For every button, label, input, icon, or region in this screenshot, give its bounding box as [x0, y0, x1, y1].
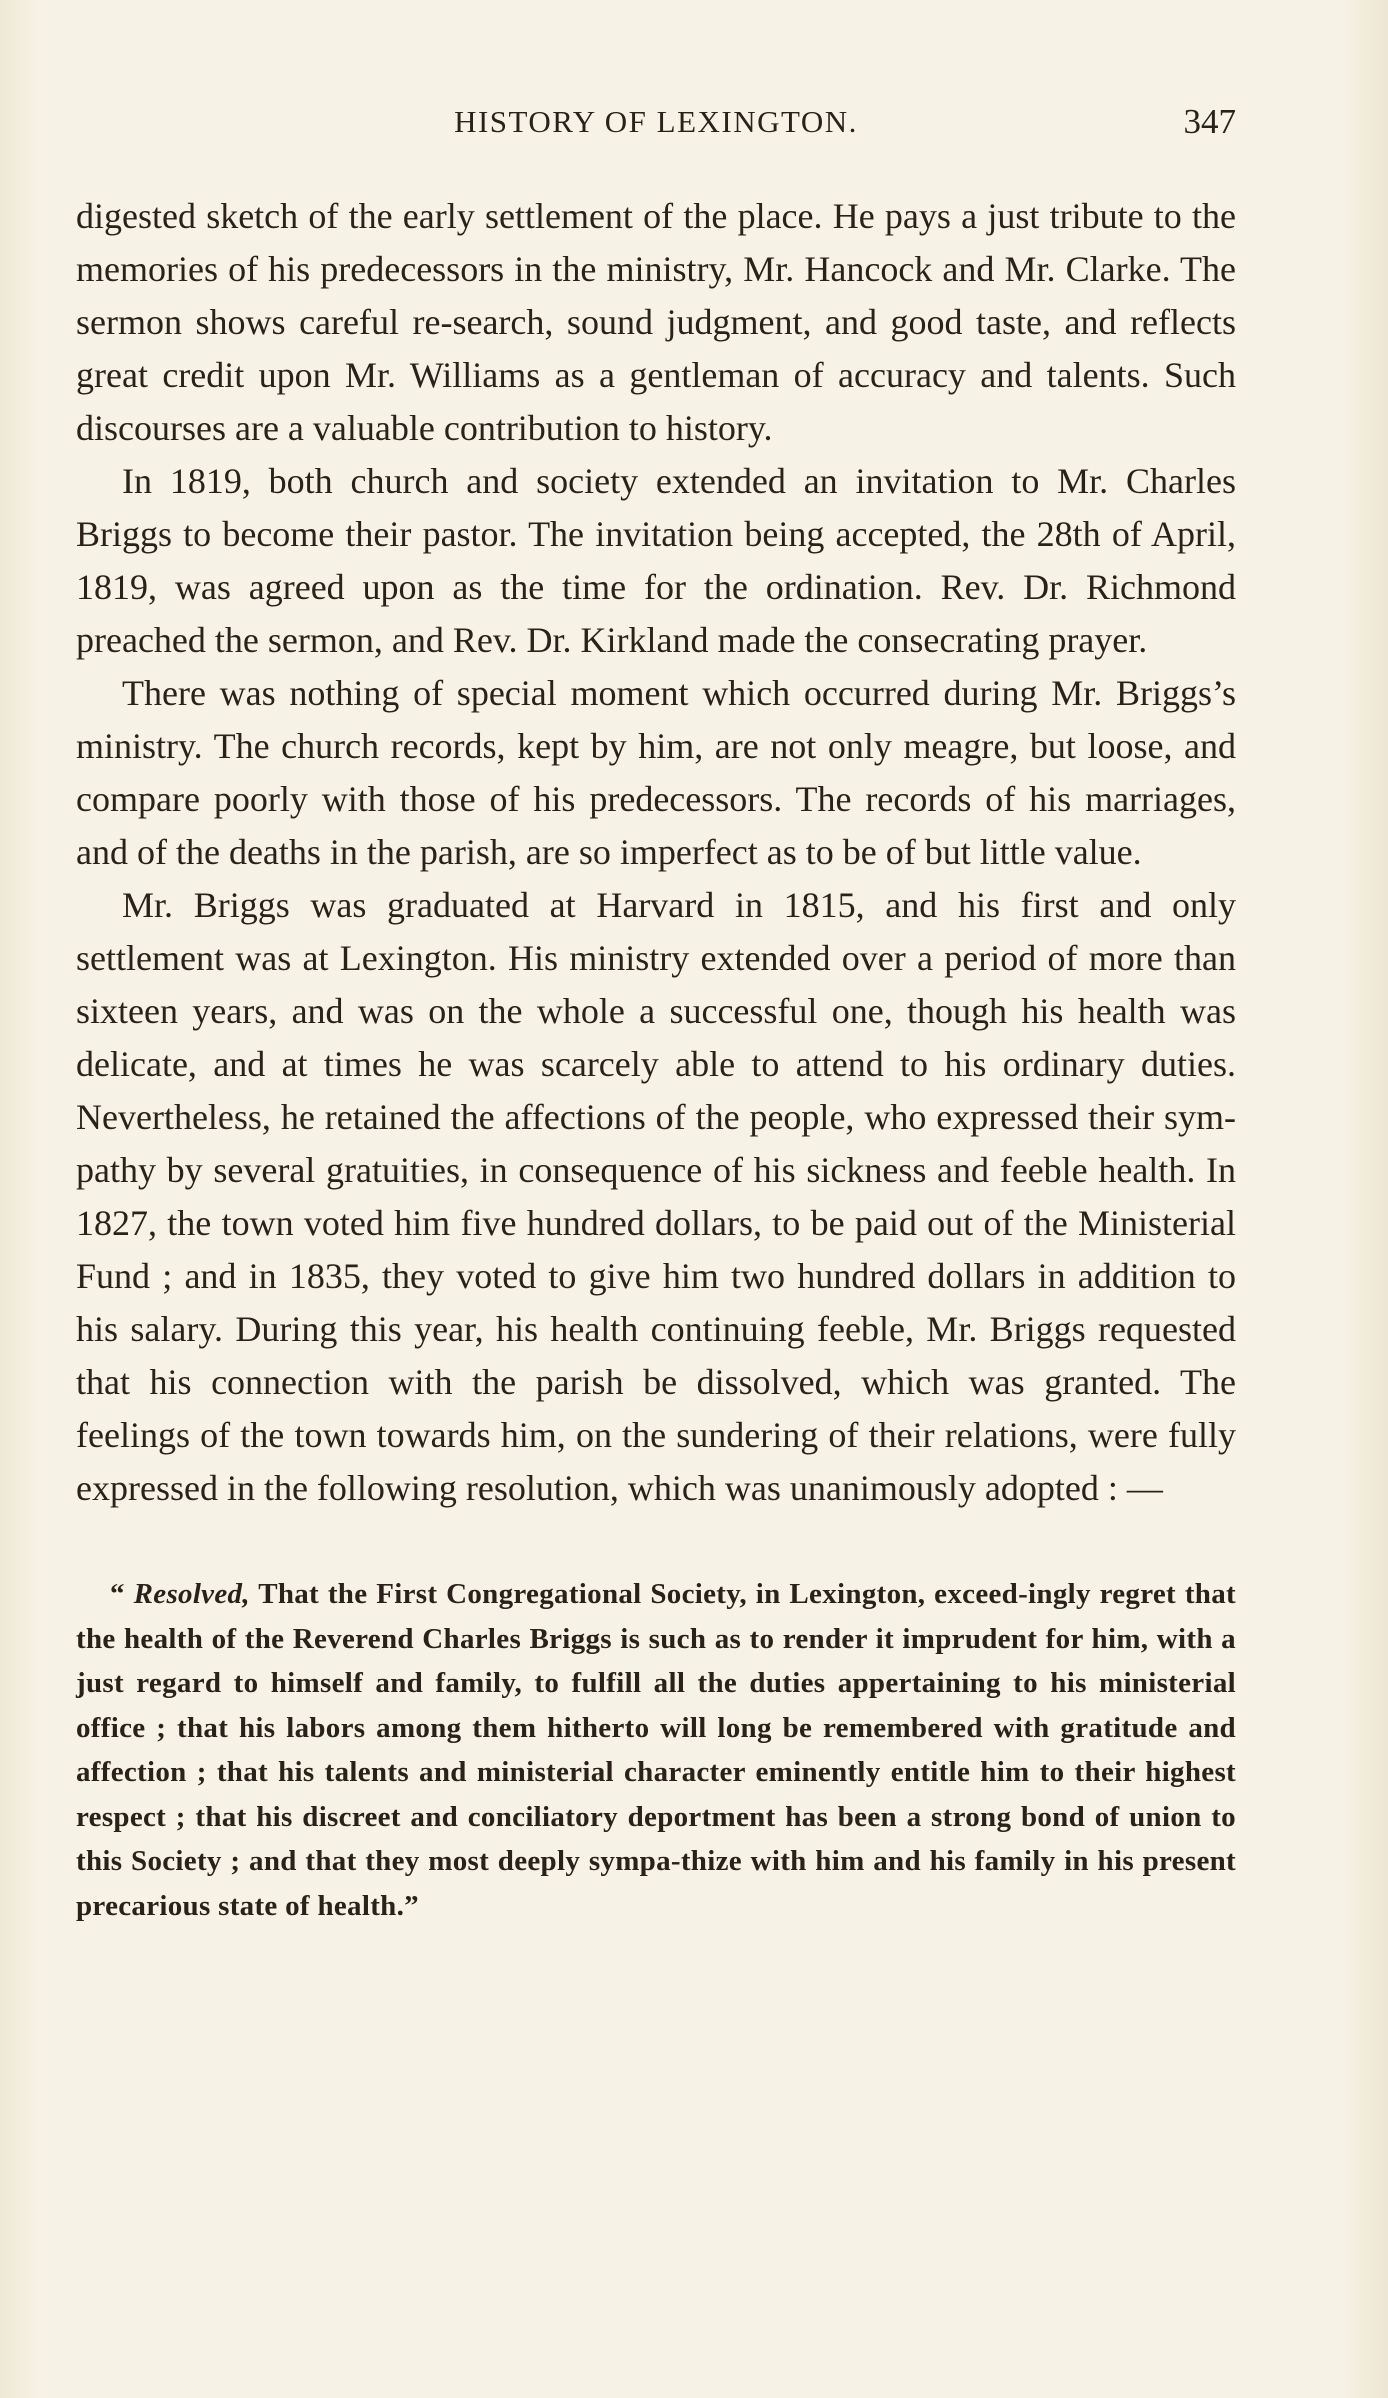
paragraph: Mr. Briggs was graduated at Harvard in 1815, and his first and only settlement was at Lexington. His ministry extended over a period of more than sixteen years, and was on the whole a successful one, though his health was delicate, and at times he was scarcely able to attend to his ordinary duties. Nevertheless, he retained the affections of the people, who expressed their sym-pathy by several gratuities, in consequence of his sickness and feeble health. In 1827, the town voted him five hundred dollars, to be paid out of the Ministerial Fund ; and in 1835, they voted to give him two hundred dollars in addition to his salary. During this year, his health continuing feeble, Mr. Briggs requested that his connection with the parish be dissolved, which was granted. The feelings of the town towards him, on the sundering of their relations, were fully expressed in the following resolution, which was unanimously adopted : —: [76, 885, 1236, 1508]
paragraph: digested sketch of the early settlement of the place. He pays a just tribute to the memories of his predecessors in the ministry, Mr. Hancock and Mr. Clarke. The sermon shows careful re-search, sound judgment, and good taste, and reflects great credit upon Mr. Williams as a gentleman of accuracy and talents. Such discourses are a valuable contribution to history.: [76, 196, 1236, 448]
resolution-text: That the First Congregational Society, in Lexington, exceed-ingly regret that the health of the Reverend Charles Briggs is such as to render it imprudent for him, with a just regard to himself and family, to fulfill all the duties appertaining to his ministerial office ; that his labors among them hitherto will long be remembered with gratitude and affection ; that his talents and ministerial character eminently entitle him to their highest respect ; that his discreet and conciliatory deportment has been a strong bond of union to this Society ; and that they most deeply sympa-thize with him and his family in his present precarious state of health.”: [76, 1578, 1236, 1922]
page-number: 347: [1183, 102, 1236, 141]
running-head: HISTORY OF LEXINGTON.: [454, 104, 858, 139]
open-quote: “: [110, 1578, 134, 1610]
resolution-quote: [76, 1572, 1236, 1928]
body-text: [76, 190, 1236, 1515]
page-header: [76, 100, 1236, 144]
paragraph: In 1819, both church and society extended an invitation to Mr. Charles Briggs to become their pastor. The invitation being accepted, the 28th of April, 1819, was agreed upon as the time for the ordination. Rev. Dr. Richmond preached the sermon, and Rev. Dr. Kirkland made the consecrating prayer.: [76, 461, 1236, 660]
paragraph: There was nothing of special moment which occurred during Mr. Briggs’s ministry. The church records, kept by him, are not only meagre, but loose, and compare poorly with those of his predecessors. The records of his marriages, and of the deaths in the parish, are so imperfect as to be of but little value.: [76, 673, 1236, 872]
resolved-word: Resolved,: [133, 1578, 250, 1610]
